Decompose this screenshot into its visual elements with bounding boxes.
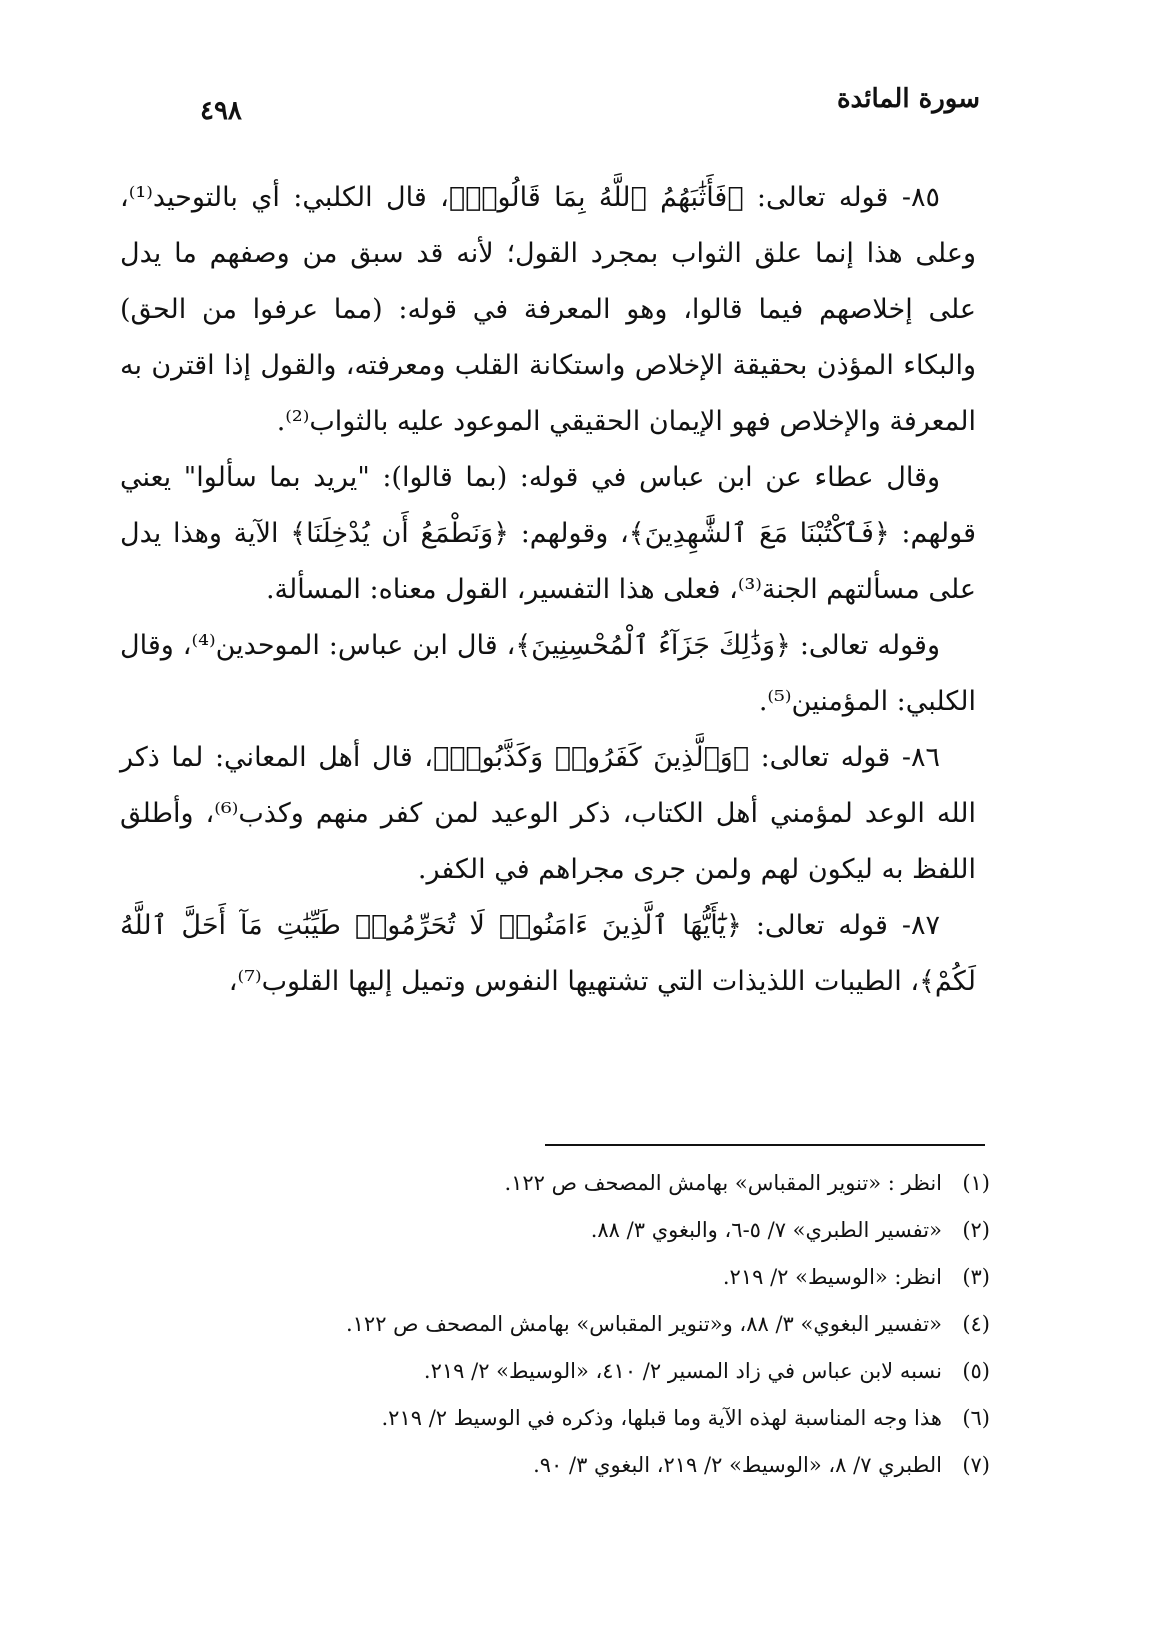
footnote-number: (٤) xyxy=(962,1312,990,1336)
paragraph-verse-86: ٨٦- قوله تعالى: ﴿وَٱلَّذِينَ كَفَرُوا۟ وَكَذَّبُوا۟﴾، قال أهل المعاني: لما ذكر الله الوعد لمؤمني أهل الكتاب، ذكر الوعيد لمن كفر منهم وكذب⁽⁶⁾، وأطلق اللفظ به ليكون لهم ولمن جرى مجراهم في الكفر. xyxy=(120,742,976,885)
main-text xyxy=(120,170,976,1010)
page-header xyxy=(200,84,980,134)
footnote-1 xyxy=(140,1160,990,1207)
paragraph-ata-ibn-abbas: وقال عطاء عن ابن عباس في قوله: (بما قالوا): "يريد بما سألوا" يعني قولهم: ﴿فَٱكْتُبْنَا مَعَ ٱلشَّٰهِدِينَ﴾، وقولهم: ﴿وَنَطْمَعُ أَن يُدْخِلَنَا﴾ الآية وهذا يدل على مسألتهم الجنة⁽³⁾، فعلى هذا التفسير، القول معناه: المسألة. xyxy=(120,462,976,605)
footnote-number: (١) xyxy=(962,1171,990,1195)
footnote-text: انظر: «الوسيط» ٢/ ٢١٩. xyxy=(722,1265,942,1289)
footnote-divider xyxy=(545,1144,985,1146)
paragraph-verse-85: ٨٥- قوله تعالى: ﴿فَأَثَٰبَهُمُ ٱللَّهُ بِمَا قَالُوا۟﴾، قال الكلبي: أي بالتوحيد⁽¹⁾، وعلى هذا إنما علق الثواب بمجرد القول؛ لأنه قد سبق من وصفهم ما يدل على إخلاصهم فيما قالوا، وهو المعرفة في قوله: (مما عرفوا من الحق) والبكاء المؤذن بحقيقة الإخلاص واستكانة القلب ومعرفته، والقول إذا اقترن به المعرفة والإخلاص فهو الإيمان الحقيقي الموعود عليه بالثواب⁽²⁾. xyxy=(120,182,976,437)
footnote-text: هذا وجه المناسبة لهذه الآية وما قبلها، وذكره في الوسيط ٢/ ٢١٩. xyxy=(381,1406,942,1430)
footnote-5 xyxy=(140,1348,990,1395)
footnote-number: (٦) xyxy=(962,1406,990,1430)
footnote-number: (٧) xyxy=(962,1453,990,1477)
footnote-7 xyxy=(140,1442,990,1489)
footnote-text: الطبري ٧/ ٨، «الوسيط» ٢/ ٢١٩، البغوي ٣/ ٩٠. xyxy=(533,1453,942,1477)
footnote-text: «تفسير البغوي» ٣/ ٨٨، و«تنوير المقباس» بهامش المصحف ص ١٢٢. xyxy=(345,1312,942,1336)
paragraph-muhsinin: وقوله تعالى: ﴿وَذَٰلِكَ جَزَآءُ ٱلْمُحْسِنِينَ﴾، قال ابن عباس: الموحدين⁽⁴⁾، وقال الكلبي: المؤمنين⁽⁵⁾. xyxy=(120,630,976,717)
surah-title: سورة المائدة xyxy=(836,84,980,114)
footnote-number: (٢) xyxy=(962,1218,990,1242)
footnote-3 xyxy=(140,1254,990,1301)
footnote-6 xyxy=(140,1395,990,1442)
footnotes xyxy=(140,1160,990,1489)
footnote-2 xyxy=(140,1207,990,1254)
footnote-text: انظر : «تنوير المقباس» بهامش المصحف ص ١٢٢. xyxy=(504,1171,942,1195)
footnote-number: (٣) xyxy=(962,1265,990,1289)
paragraph-verse-87: ٨٧- قوله تعالى: ﴿يَٰٓأَيُّهَا ٱلَّذِينَ ءَامَنُوا۟ لَا تُحَرِّمُوا۟ طَيِّبَٰتِ مَآ أَحَلَّ ٱللَّهُ لَكُمْ﴾، الطيبات اللذيذات التي تشتهيها النفوس وتميل إليها القلوب⁽⁷⁾، xyxy=(120,910,976,997)
footnote-text: نسبه لابن عباس في زاد المسير ٢/ ٤١٠، «الوسيط» ٢/ ٢١٩. xyxy=(423,1359,942,1383)
footnote-text: «تفسير الطبري» ٧/ ٥-٦، والبغوي ٣/ ٨٨. xyxy=(590,1218,942,1242)
page-number: ٤٩٨ xyxy=(200,96,242,126)
footnote-4 xyxy=(140,1301,990,1348)
footnote-number: (٥) xyxy=(962,1359,990,1383)
